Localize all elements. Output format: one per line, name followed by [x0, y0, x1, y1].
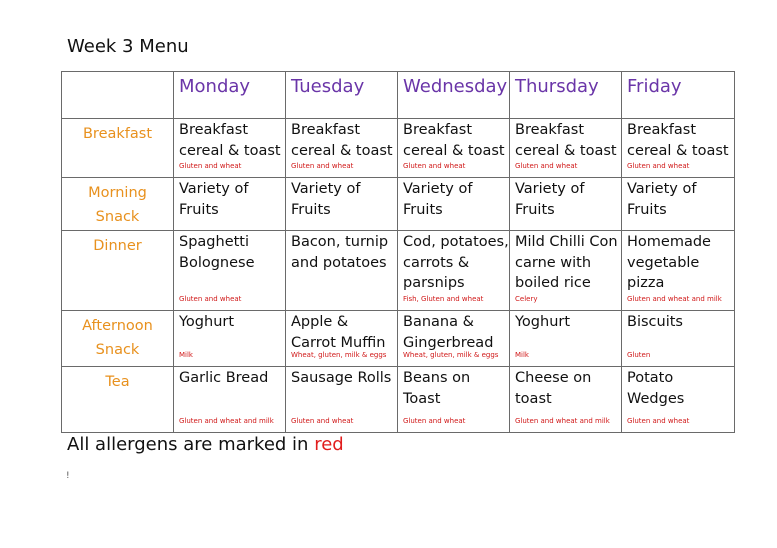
menu-cell	[398, 178, 510, 231]
dish-name: Yoghurt	[179, 314, 235, 330]
day-header-friday: Friday	[622, 72, 735, 119]
meal-row-breakfast	[62, 119, 735, 178]
dish-name: Potato Wedges	[627, 370, 685, 407]
allergen-note: Gluten and wheat	[515, 162, 578, 170]
allergen-note: Fish, Gluten and wheat	[403, 295, 484, 303]
allergen-note: Gluten and wheat	[403, 417, 466, 425]
meal-label-text: Morning Snack	[88, 185, 147, 225]
stray-mark: !	[66, 471, 70, 481]
meal-label-text: Breakfast	[82, 126, 153, 142]
corner-cell	[62, 72, 174, 119]
allergen-note: Gluten and wheat	[403, 162, 466, 170]
meal-row-tea	[62, 367, 735, 433]
menu-cell	[398, 311, 510, 367]
allergen-note: Milk	[179, 351, 193, 359]
menu-table	[61, 71, 735, 433]
allergen-note: Gluten	[627, 351, 651, 359]
menu-cell	[622, 178, 735, 231]
meal-label-dinner	[62, 231, 174, 311]
dish-name: Banana & Gingerbread	[403, 314, 494, 351]
meal-row-afternoon-snack	[62, 311, 735, 367]
allergen-notice-highlight: red	[314, 434, 344, 455]
menu-cell	[286, 311, 398, 367]
dish-name: Breakfast cereal & toast	[291, 122, 393, 159]
meal-label-tea	[62, 367, 174, 433]
day-header-wednesday: Wednesday	[398, 72, 510, 119]
meal-label-morning-snack	[62, 178, 174, 231]
menu-cell	[622, 119, 735, 178]
menu-cell	[510, 367, 622, 433]
dish-name: Sausage Rolls	[291, 370, 392, 386]
menu-cell	[286, 119, 398, 178]
header-row	[62, 72, 735, 119]
meal-row-morning-snack	[62, 178, 735, 231]
menu-cell	[398, 119, 510, 178]
dish-name: Cod, potatoes, carrots & parsnips	[403, 234, 509, 291]
allergen-note: Gluten and wheat and milk	[179, 417, 274, 425]
dish-name: Variety of Fruits	[179, 181, 249, 218]
dish-name: Breakfast cereal & toast	[403, 122, 505, 159]
allergen-note: Gluten and wheat	[179, 162, 242, 170]
dish-name: Homemade vegetable pizza	[627, 234, 711, 291]
meal-label-text: Tea	[105, 374, 130, 390]
menu-cell	[174, 119, 286, 178]
dish-name: Apple & Carrot Muffin	[291, 314, 386, 351]
menu-cell	[510, 119, 622, 178]
allergen-note: Gluten and wheat and milk	[515, 417, 610, 425]
allergen-notice-text: All allergens are marked in	[67, 434, 309, 455]
menu-cell	[286, 231, 398, 311]
dish-name: Breakfast cereal & toast	[627, 122, 729, 159]
dish-name: Bacon, turnip and potatoes	[291, 234, 389, 271]
meal-label-breakfast	[62, 119, 174, 178]
menu-cell	[622, 231, 735, 311]
dish-name: Variety of Fruits	[403, 181, 473, 218]
dish-name: Breakfast cereal & toast	[515, 122, 617, 159]
allergen-note: Gluten and wheat and milk	[627, 295, 722, 303]
dish-name: Biscuits	[627, 314, 683, 330]
page-title: Week 3 Menu	[67, 36, 189, 57]
day-header-tuesday: Tuesday	[286, 72, 398, 119]
menu-cell	[510, 311, 622, 367]
day-header-monday: Monday	[174, 72, 286, 119]
dish-name: Variety of Fruits	[515, 181, 585, 218]
menu-cell	[398, 367, 510, 433]
allergen-note: Celery	[515, 295, 538, 303]
meal-row-dinner	[62, 231, 735, 311]
menu-cell	[174, 311, 286, 367]
dish-name: Breakfast cereal & toast	[179, 122, 281, 159]
dish-name: Cheese on toast	[515, 370, 592, 407]
menu-cell	[286, 367, 398, 433]
meal-label-afternoon-snack	[62, 311, 174, 367]
dish-name: Mild Chilli Con carne with boiled rice	[515, 234, 618, 291]
allergen-note: Gluten and wheat	[291, 162, 354, 170]
allergen-note: Milk	[515, 351, 529, 359]
dish-name: Spaghetti Bolognese	[179, 234, 255, 271]
allergen-notice	[67, 434, 344, 456]
menu-cell	[398, 231, 510, 311]
allergen-note: Gluten and wheat	[627, 162, 690, 170]
dish-name: Garlic Bread	[179, 370, 269, 386]
dish-name: Variety of Fruits	[291, 181, 361, 218]
dish-name: Yoghurt	[515, 314, 571, 330]
menu-cell	[174, 367, 286, 433]
allergen-note: Gluten and wheat	[627, 417, 690, 425]
allergen-note: Wheat, gluten, milk & eggs	[403, 351, 499, 359]
meal-label-text: Afternoon Snack	[82, 318, 153, 358]
menu-cell	[622, 311, 735, 367]
allergen-note: Wheat, gluten, milk & eggs	[291, 351, 387, 359]
day-header-thursday: Thursday	[510, 72, 622, 119]
menu-cell	[622, 367, 735, 433]
meal-label-text: Dinner	[93, 238, 142, 254]
menu-cell	[174, 231, 286, 311]
dish-name: Variety of Fruits	[627, 181, 697, 218]
menu-cell	[510, 178, 622, 231]
menu-cell	[286, 178, 398, 231]
allergen-note: Gluten and wheat	[179, 295, 242, 303]
dish-name: Beans on Toast	[403, 370, 471, 407]
menu-cell	[510, 231, 622, 311]
menu-cell	[174, 178, 286, 231]
allergen-note: Gluten and wheat	[291, 417, 354, 425]
